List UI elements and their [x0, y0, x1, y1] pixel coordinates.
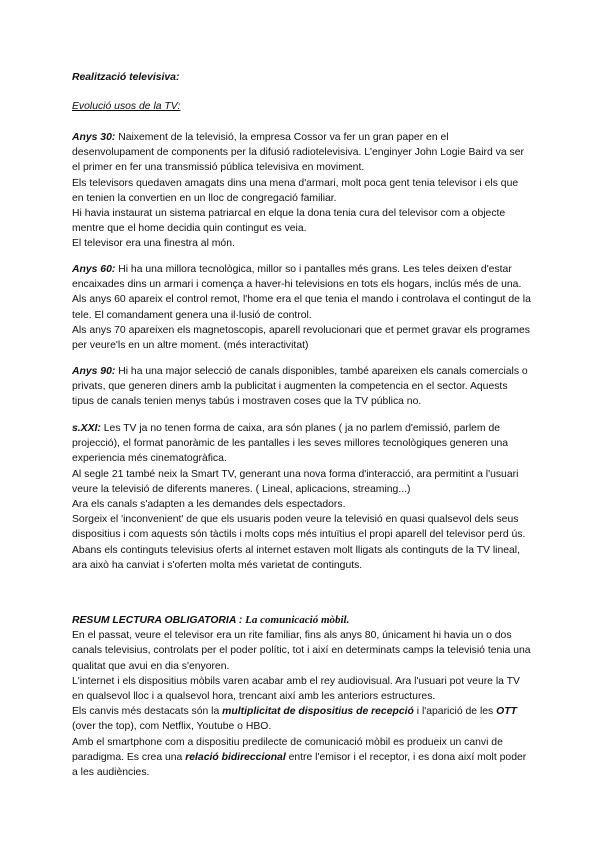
resum-heading	[72, 613, 532, 628]
paragraph	[72, 130, 532, 176]
resum-heading-title: La comunicació mòbil.	[245, 614, 350, 626]
section-lead: s.XXI:	[72, 423, 101, 434]
paragraph-text: Hi ha una millora tecnològica, millor so i pantalles més grans. Les teles deixen d'estar encaixades dins un armari i comença a haver-hi televisions en tots els hogars, inclús més de una. Als anys 60 apareix el control remot, l'home era el que tenia el mando i controlava el contingut de la tele. El comandament genera una il·lusió de control.	[72, 264, 531, 321]
paragraph: El televisor era una finestra al món.	[72, 238, 235, 250]
paragraph: Al segle 21 també neix la Smart TV, generant una nova forma d'interacció, ara permitint a l'usuari veure la televisió de diferents maneres. ( Lineal, aplicacions, streaming...)	[72, 468, 519, 495]
section-anys-90	[72, 364, 532, 410]
emphasis: multiplicitat de dispositius de recepció	[222, 706, 414, 718]
section-resum	[72, 613, 532, 780]
paragraph	[72, 735, 532, 781]
resum-heading-prefix: RESUM LECTURA OBLIGATORIA :	[72, 615, 246, 626]
paragraph: Sorgeix el 'inconvenient' de que els usuaris poden veure la televisió en quasi qualsevol dels seus dispositius i com aquests són tàctils i molts cops més intuïtius el propi aparell del televisor perd ús.	[72, 514, 526, 541]
paragraph	[72, 704, 532, 734]
section-anys-30	[72, 130, 532, 252]
paragraph-text: Hi ha una major selecció de canals disponibles, també apareixen els canals comercials o privats, que generen diners amb la publicitat i augmenten la competencia en el sector. Aquests tipus de canals tenien menys tabús i mostraven coses que la TV pública no.	[72, 366, 528, 408]
paragraph-text: Els canvis més destacats són la	[72, 706, 223, 718]
paragraph-text: Naixement de la televisió, la empresa Cossor va fer un gran paper en el desenvolupament de components per la difusió radiotelevisiva. L'enginyer John Logie Baird va ser el primer en fer una transmissió pública televisiva en moviment.	[72, 132, 524, 174]
paragraph: L'internet i els dispositius mòbils varen acabar amb el rey audiovisual. Ara l'usuari pot veure la TV en qualsevol lloc i a qualsevol hora, trencant així amb les anteriors estructures.	[72, 675, 520, 703]
paragraph	[72, 262, 532, 323]
paragraph: Ara els canals s'adapten a les demandes dels espectadors.	[72, 499, 346, 511]
section-lead: Anys 90:	[72, 366, 116, 377]
paragraph	[72, 421, 532, 467]
paragraph-text: Les TV ja no tenen forma de caixa, ara són planes ( ja no parlem d'emissió, parlem de projecció), el format panoràmic de les pantalles i les seves millores tecnològiques generen una experiencia més cinematogràfica.	[72, 423, 509, 465]
paragraph-text: entre l'emisor i el receptor, i es dona així molt poder a les audiències.	[72, 751, 527, 779]
emphasis: relació bidireccional	[185, 751, 286, 763]
paragraph-text: (over the top), com Netflix, Youtube o HBO.	[72, 721, 272, 733]
paragraph	[72, 364, 532, 410]
paragraph-text: Amb el smartphone com a dispositiu predilecte de comunicació mòbil es produeix un canvi de paradigma. Es crea una	[72, 736, 503, 763]
emphasis: OTT	[496, 706, 517, 718]
section-subtitle: Evolució usos de la TV:	[72, 101, 181, 112]
paragraph: En el passat, veure el televisor era un rite familiar, fins als anys 80, únicament hi havia un o dos canals televisius, controlats per el poder polític, tot i així en determinats camps la televisió tenia una qualitat que avui en dia s'enyoren.	[72, 630, 531, 672]
paragraph: Els televisors quedaven amagats dins una mena d'armari, molt poca gent tenia televisor i els que en tenien la convertien en un lloc de congregació familiar.	[72, 177, 519, 204]
section-lead: Anys 60:	[72, 264, 116, 275]
paragraph: Als anys 70 apareixen els magnetoscopis, aparell revolucionari que et permet gravar els programes per veure'ls en un altre moment. (més interactivitat)	[72, 324, 531, 352]
paragraph: Abans els continguts televisius oferts al internet estaven molt lligats als continguts de la TV lineal, ara això ha canviat i s'oferten molta més varietat de continguts.	[72, 544, 520, 571]
section-lead: Anys 30:	[72, 132, 116, 143]
section-segle-21	[72, 421, 532, 573]
paragraph-text: i l'aparició de les	[413, 706, 497, 718]
section-anys-60	[72, 262, 532, 353]
document-title: Realització televisiva:	[72, 72, 180, 83]
paragraph: Hi havia instaurat un sistema patriarcal en elque la dona tenia cura del televisor com a objecte mentre que el home decidia quin contingut es veia.	[72, 208, 506, 235]
